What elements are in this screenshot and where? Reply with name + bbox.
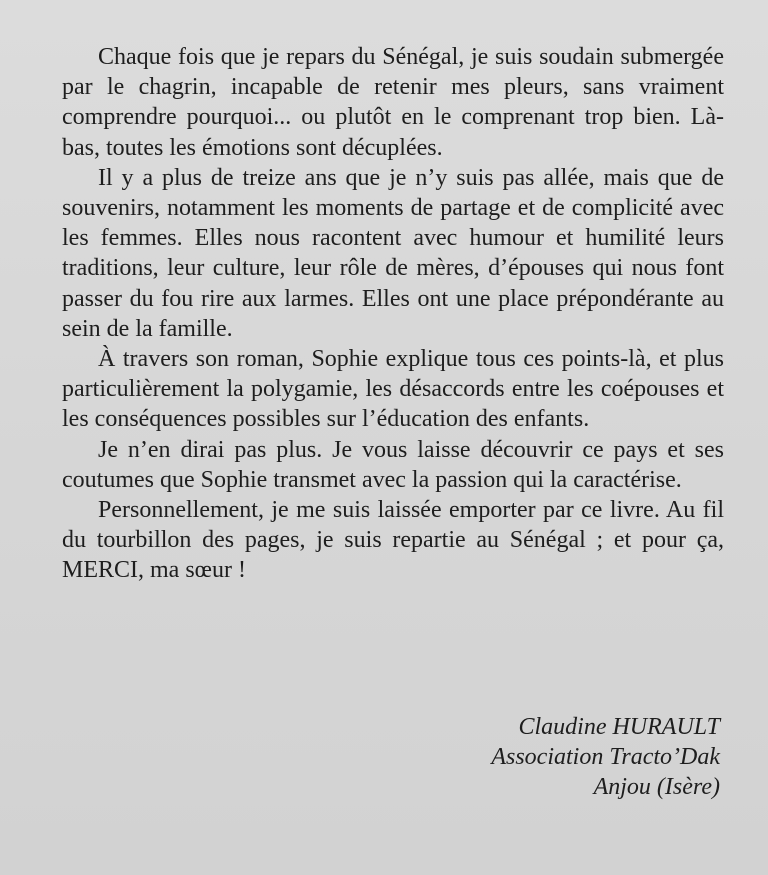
body-text: [62, 42, 724, 586]
signature-organization: Association Tracto’Dak: [491, 744, 720, 770]
paragraph-2: Il y a plus de treize ans que je n’y suis pas allée, mais que de souvenirs, notamment les moments de partage et de complicité avec les femmes. Elles nous racontent avec humour et humilité leurs traditions, leur culture, leur rôle de mères, d’épouses qui nous font passer du fou rire aux larmes. Elles ont une place prépondérante au sein de la famille.: [62, 164, 724, 342]
paragraph-5: Personnellement, je me suis laissée emporter par ce livre. Au fil du tourbillon des pages, je suis repartie au Sénégal ; et pour ça, MERCI, ma sœur !: [62, 497, 724, 584]
paragraph-3: À travers son roman, Sophie explique tous ces points-là, et plus particulièrement la polygamie, les désaccords entre les coépouses et les conséquences possibles sur l’éducation des enfants.: [62, 346, 724, 433]
signature-block: [491, 712, 720, 802]
paragraph-1: Chaque fois que je repars du Sénégal, je suis soudain submergée par le chagrin, incapable de retenir mes pleurs, sans vraiment comprendre pourquoi... ou plutôt en le comprenant trop bien. Là-bas, toutes les émotions sont décuplées.: [62, 44, 724, 161]
signature-name: Claudine HURAULT: [518, 714, 720, 740]
signature-location: Anjou (Isère): [593, 774, 720, 800]
paragraph-4: Je n’en dirai pas plus. Je vous laisse découvrir ce pays et ses coutumes que Sophie transmet avec la passion qui la caractérise.: [62, 436, 724, 493]
